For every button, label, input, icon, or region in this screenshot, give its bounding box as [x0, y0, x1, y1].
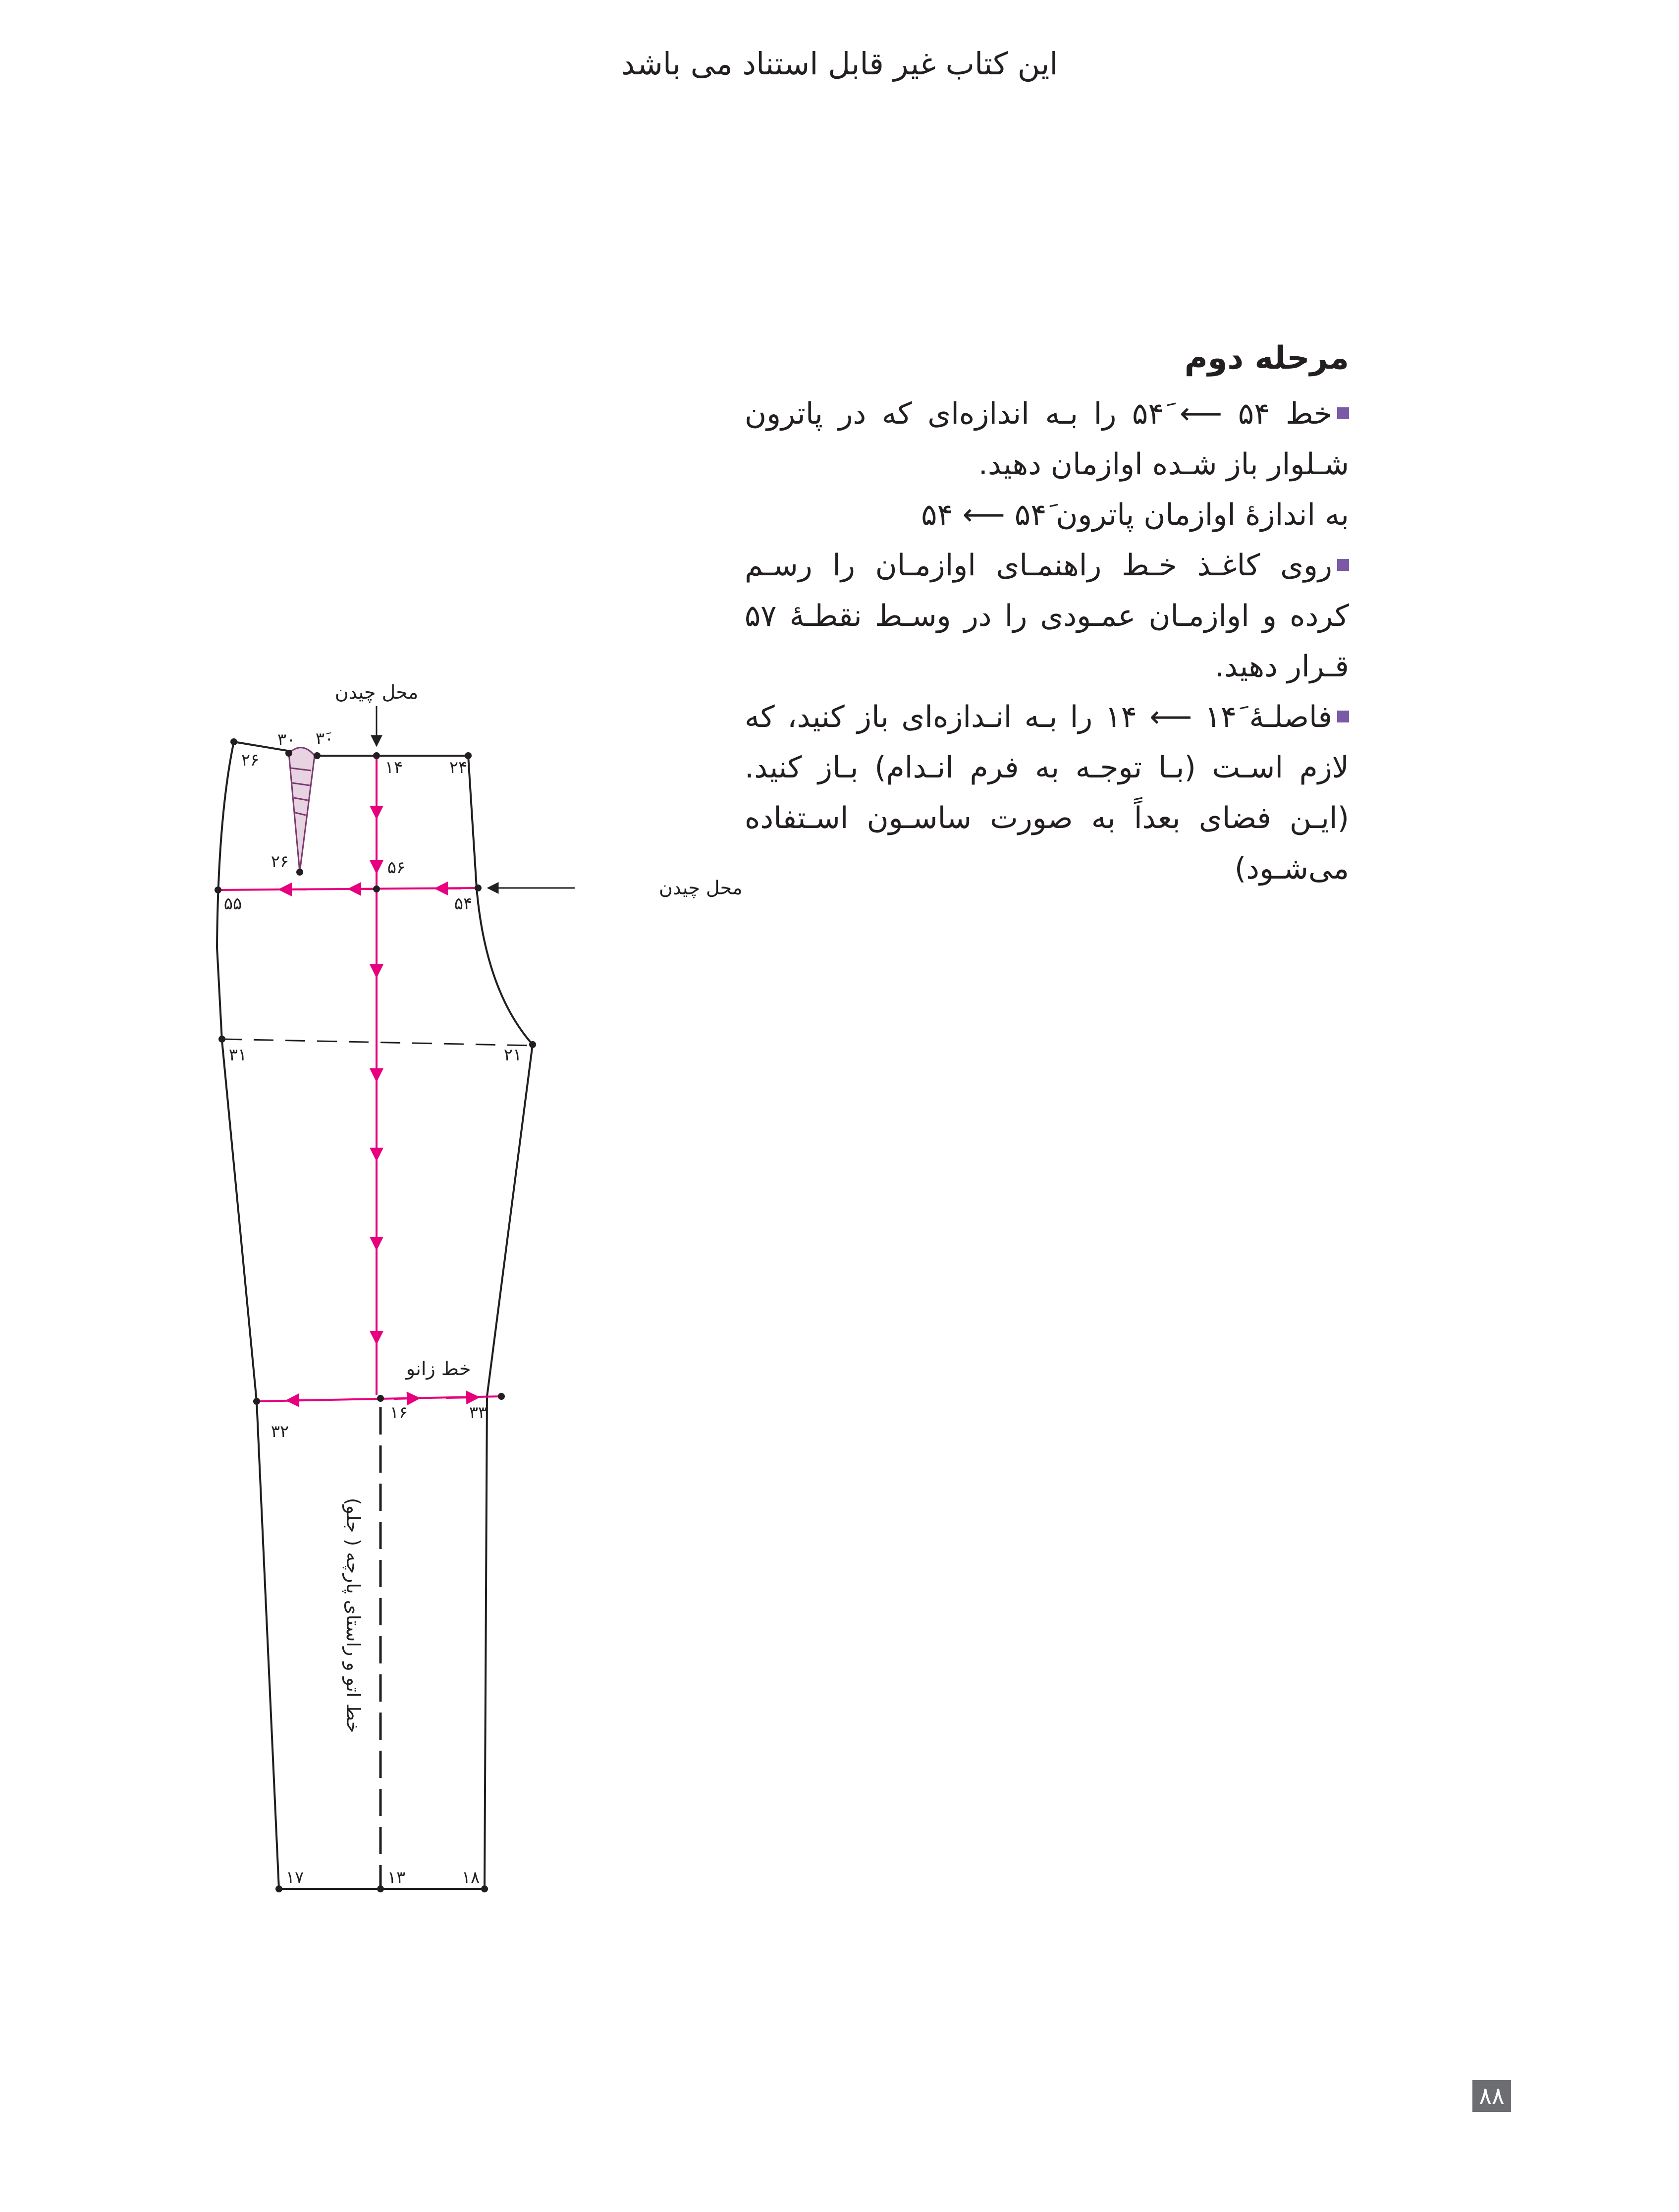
point-16 [377, 1395, 384, 1402]
point-26 [230, 738, 237, 745]
guide-arrow [446, 1397, 473, 1398]
label-p18: ۱۸ [461, 1868, 480, 1887]
label-p24: ۲۴ [449, 758, 468, 777]
label-p32: ۳۲ [271, 1422, 289, 1441]
placement-label-top: محل چیدن [334, 681, 419, 703]
point-32 [253, 1398, 260, 1405]
instruction-text: روی کاغـذ خـط راهنمـای اوازمـان را رسـم کرده و اوازمـان عمـودی را در وسـط نقطـۀ ۵۷ قـرار دهید. [745, 548, 1349, 684]
point-30 [285, 750, 292, 757]
label-p30: ۳۰ [277, 730, 296, 750]
label-p26-dart: ۲۶ [271, 852, 289, 872]
label-p17: ۱۷ [285, 1868, 304, 1887]
point-17 [275, 1885, 282, 1892]
point-33 [498, 1393, 505, 1400]
dart-shape [289, 748, 315, 872]
guide-lines [218, 756, 501, 1401]
pattern-points [215, 738, 536, 1892]
point-31 [218, 1036, 225, 1043]
label-p55: ۵۵ [223, 894, 242, 914]
hip-guide-line [218, 888, 478, 890]
label-p26-top: ۲۶ [241, 750, 260, 770]
label-p54: ۵۴ [454, 894, 473, 914]
pattern-outline [217, 742, 533, 1889]
point-18 [481, 1885, 488, 1892]
header-note: این کتاب غیر قابل استناد می باشد [621, 46, 1058, 82]
knee-line-label: خط زانو [406, 1358, 471, 1380]
label-p30-prime: ۳َ۰ [315, 729, 334, 749]
point-30-prime [314, 752, 321, 759]
section-title: مرحله دوم [1184, 340, 1349, 377]
point-26-dart [296, 869, 303, 876]
instruction-text: فاصلـۀ ۱۴َ ⟵ ۱۴ را بـه انـدازه‌ای باز کنید، که لازم اسـت (بـا توجـه به فرم انـدام) بـاز کنید. (ایـن فضای بعداً به صورت ساسـون اسـتفاده می‌شـود) [745, 700, 1349, 886]
label-p21: ۲۱ [503, 1045, 522, 1065]
page-number-badge: ۸۸ [1472, 2080, 1511, 2112]
label-p13: ۱۳ [387, 1868, 406, 1887]
guide-arrow [394, 1398, 414, 1399]
instruction-text: به اندازۀ اوازمان پاترون ۵۴َ ⟵ ۵۴ [921, 498, 1349, 532]
point-54 [475, 885, 482, 891]
point-21 [529, 1041, 536, 1048]
label-p33: ۳۳ [469, 1403, 487, 1423]
point-14 [373, 752, 380, 759]
point-13 [377, 1885, 384, 1892]
instruction-text: خط ۵۴ ⟵ ۵۴َ را بـه اندازه‌ای که در پاترون شـلوار باز شـده اوازمان دهید. [745, 396, 1349, 482]
label-p56: ۵۶ [387, 858, 406, 878]
label-p14: ۱۴ [384, 758, 403, 777]
placement-label-side: محل چیدن [659, 877, 743, 899]
label-p31: ۳۱ [228, 1045, 247, 1065]
point-55 [215, 886, 221, 893]
grain-line-label: خط اتو و راستای پارچه ( جلو) [342, 1497, 364, 1733]
point-56 [373, 885, 380, 892]
label-p16: ۱۶ [389, 1403, 408, 1423]
